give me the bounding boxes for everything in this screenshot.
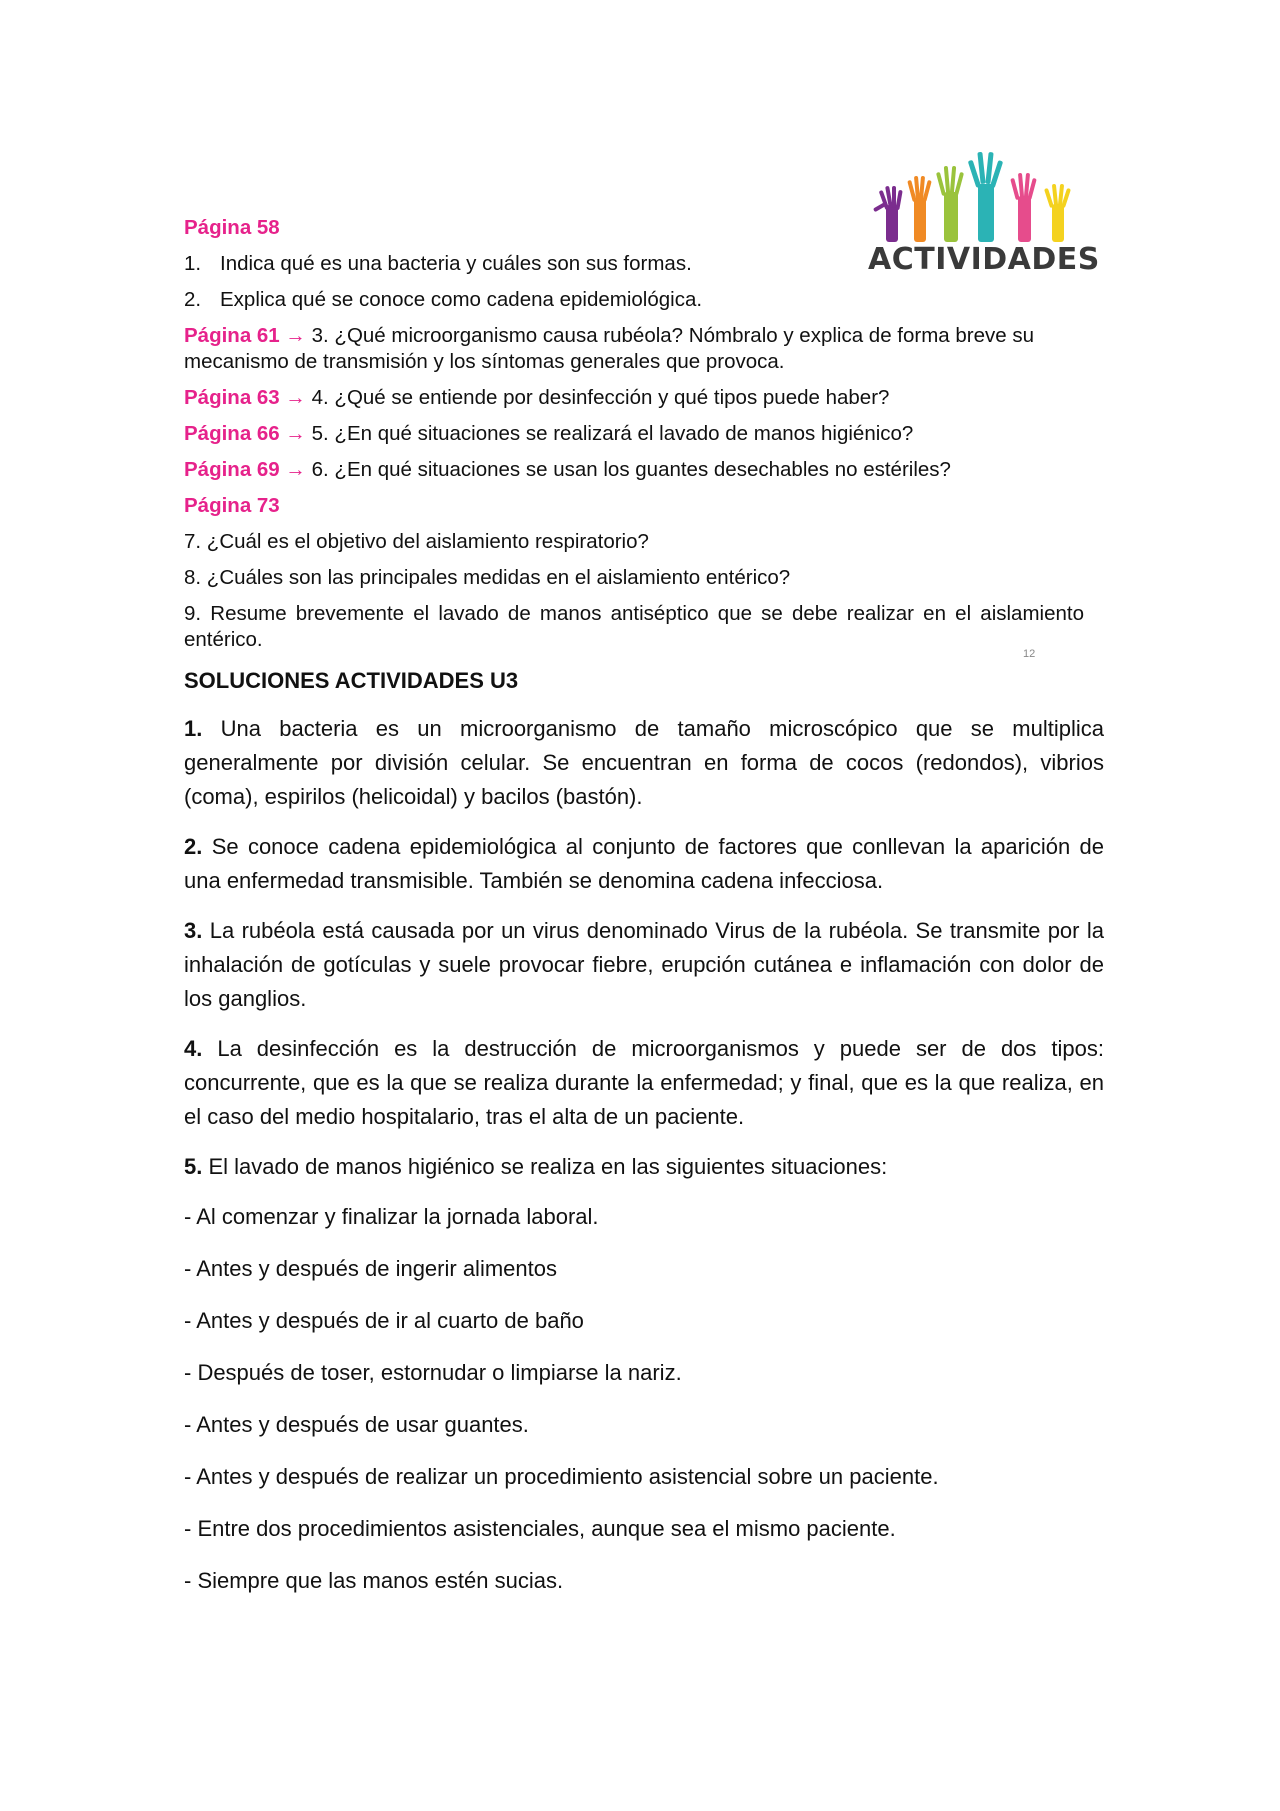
solution-text: La desinfección es la destrucción de microorganismos y puede ser de dos tipos: concurrente, que es la que se realiza durante la enfermedad; y final, que es la que realiza, en el caso del medio hospitalario, tras el alta de un paciente. [184,1036,1104,1129]
list-item: - Antes y después de usar guantes. [184,1412,529,1437]
arrow-icon: → [285,324,306,347]
solution-text: Se conoce cadena epidemiológica al conjunto de factores que conllevan la aparición de una enfermedad transmisible. También se denomina cadena infecciosa. [184,834,1104,893]
list-item: - Antes y después de ingerir alimentos [184,1256,557,1281]
solution-number: 4. [184,1036,203,1061]
activity-5 [184,421,1084,447]
solution-number: 1. [184,716,203,741]
activity-text: 6. ¿En qué situaciones se usan los guantes desechables no estériles? [311,458,951,481]
page-label: Página 61 [184,324,280,347]
solution-number: 3. [184,918,203,943]
page-label: Página 69 [184,458,280,481]
logo-text: ACTIVIDADES [868,242,1100,277]
arrow-icon: → [285,422,306,445]
solutions-section [184,664,1104,1616]
page-label: Página 66 [184,422,280,445]
activity-1 [184,251,1084,277]
activity-number: 1. [184,252,202,275]
solution-number: 2. [184,834,203,859]
arrow-icon: → [285,458,306,481]
activity-text: Explica qué se conoce como cadena epidemiológica. [220,288,703,311]
page-label: Página 63 [184,386,280,409]
list-item: - Después de toser, estornudar o limpiarse la nariz. [184,1360,682,1385]
solutions-title: SOLUCIONES ACTIVIDADES U3 [184,668,519,693]
activity-text: 5. ¿En qué situaciones se realizará el lavado de manos higiénico? [311,422,914,445]
activity-3 [184,323,1084,375]
activity-text: 4. ¿Qué se entiende por desinfección y qué tipos puede haber? [311,386,890,409]
activity-6 [184,457,1084,483]
solution-3 [184,914,1104,1016]
solution-2 [184,830,1104,898]
activity-7: 7. ¿Cuál es el objetivo del aislamiento respiratorio? [184,530,649,553]
activities-list [184,215,1084,653]
list-item: - Al comenzar y finalizar la jornada laboral. [184,1204,599,1229]
activity-number: 2. [184,288,202,311]
page-number: 12 [1023,648,1036,660]
solution-text: La rubéola está causada por un virus denominado Virus de la rubéola. Se transmite por la inhalación de gotículas y suele provocar fiebre, erupción cutánea e inflamación con dolor de los ganglios. [184,918,1104,1011]
page-label: Página 58 [184,216,280,239]
page-58-heading [184,215,1084,241]
activity-text: Indica qué es una bacteria y cuáles son sus formas. [220,252,692,275]
solution-text: Una bacteria es un microorganismo de tamaño microscópico que se multiplica generalmente por división celular. Se encuentran en forma de cocos (redondos), vibrios (coma), espirilos (helicoidal) y bacilos (bastón). [184,716,1104,809]
arrow-icon: → [285,386,306,409]
list-item: - Entre dos procedimientos asistenciales, aunque sea el mismo paciente. [184,1516,896,1541]
solution-5 [184,1150,1104,1184]
activity-4 [184,385,1084,411]
activity-text: 3. ¿Qué microorganismo causa rubéola? Nómbralo y explica de forma breve su mecanismo de transmisión y los síntomas generales que provoca. [184,324,1035,373]
solution-text: El lavado de manos higiénico se realiza en las siguientes situaciones: [208,1154,888,1179]
solution-4 [184,1032,1104,1134]
solution-1 [184,712,1104,814]
list-item: - Siempre que las manos estén sucias. [184,1568,564,1593]
solution-number: 5. [184,1154,203,1179]
activity-8: 8. ¿Cuáles son las principales medidas en el aislamiento entérico? [184,566,791,589]
list-item: - Antes y después de realizar un procedimiento asistencial sobre un paciente. [184,1464,939,1489]
page-label: Página 73 [184,494,280,517]
activity-2 [184,287,1084,313]
page-73-heading [184,493,1084,519]
list-item: - Antes y después de ir al cuarto de baño [184,1308,584,1333]
activity-9: 9. Resume brevemente el lavado de manos antiséptico que se debe realizar en el aislamiento entérico. [184,602,1084,651]
